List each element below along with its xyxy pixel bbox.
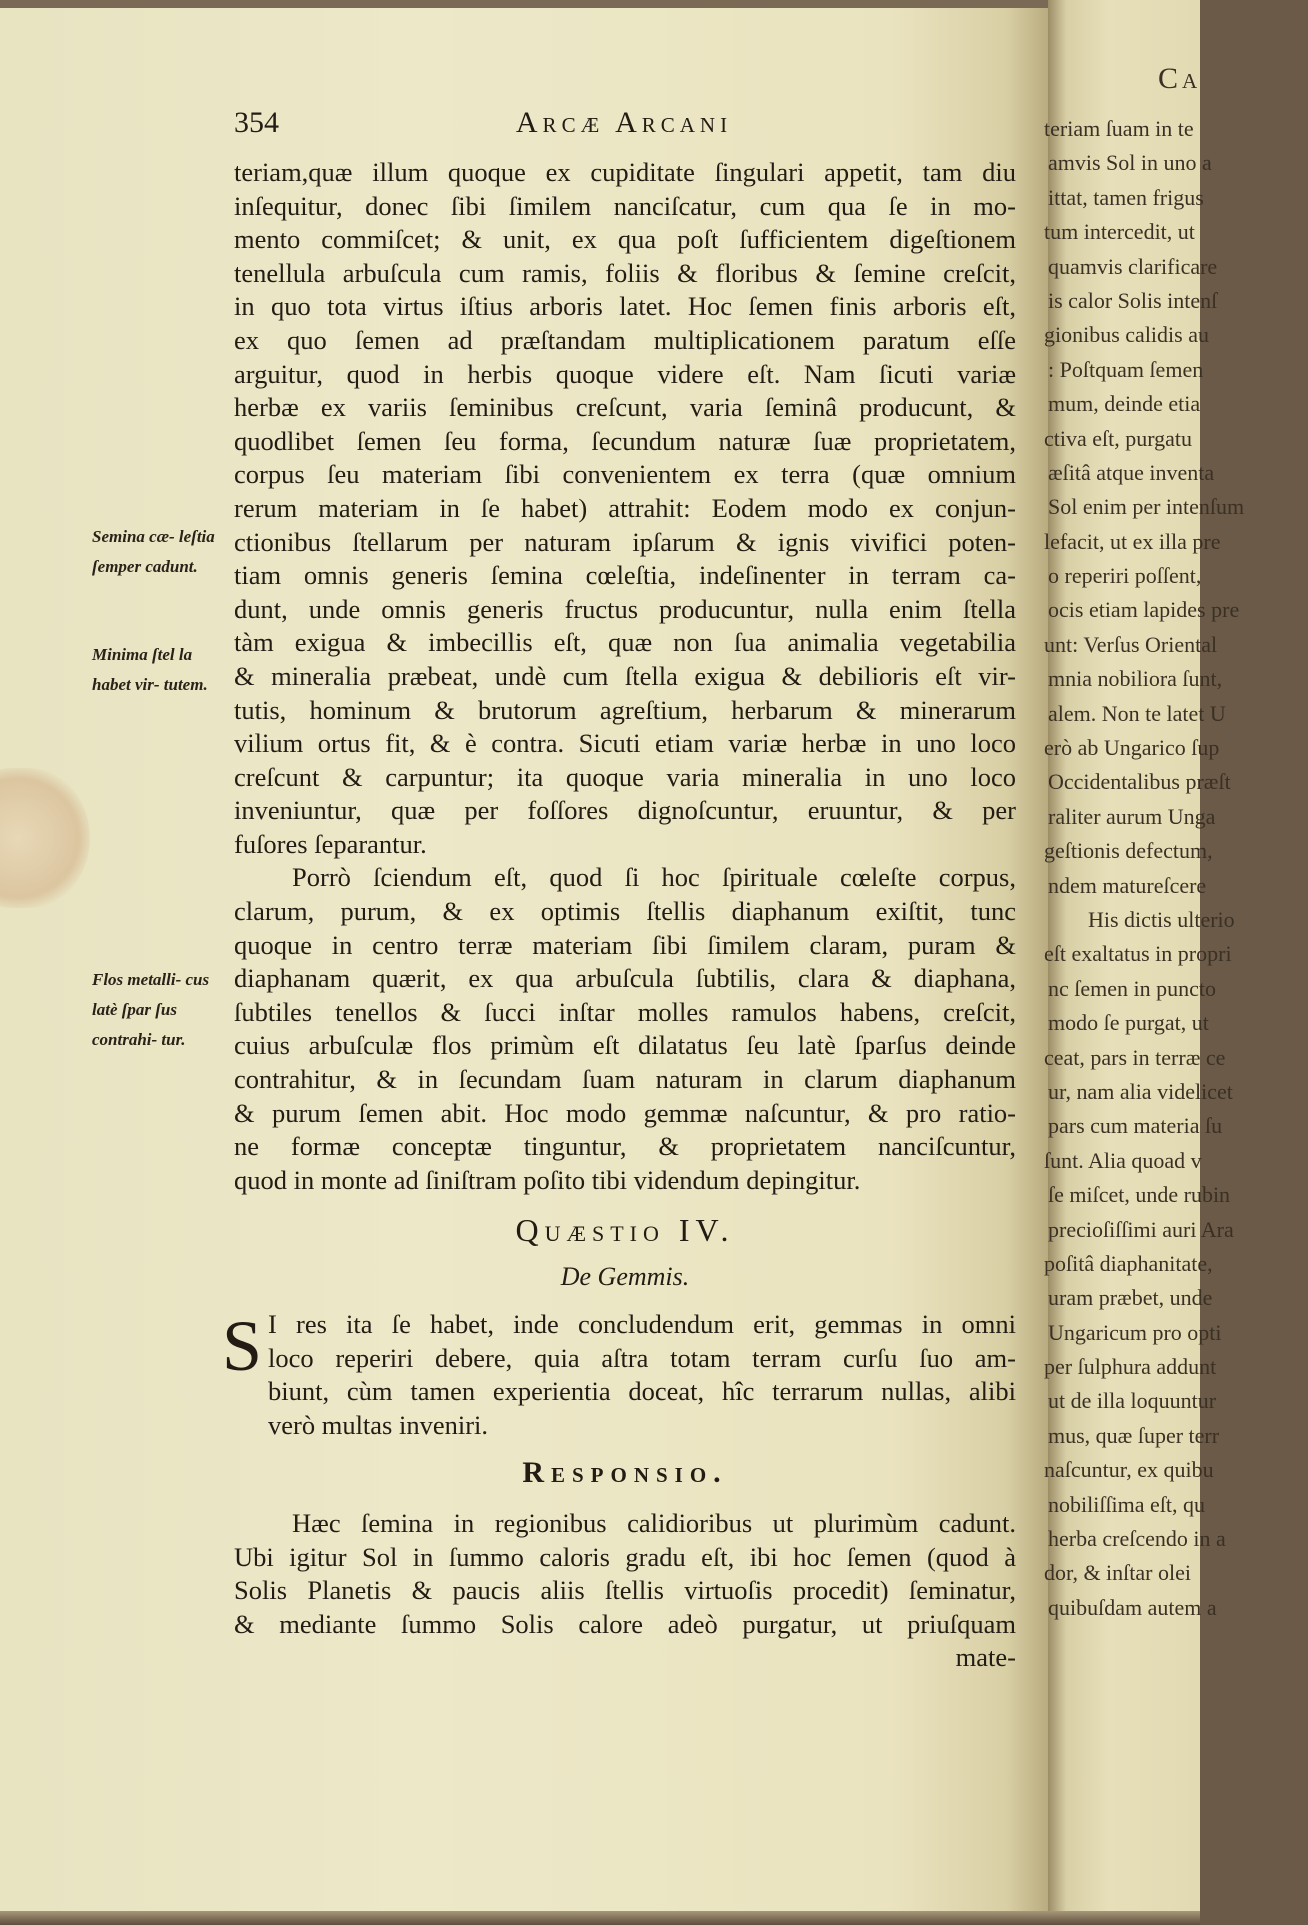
text-line: Solis Planetis & paucis aliis ſtellis virtuoſis procedit) ſeminatur, [234,1575,1016,1606]
text-line: dunt, unde omnis generis fructus producuntur, nulla enim ſtella [234,593,1016,624]
right-page-line: Occidentalibus præſt [1048,769,1231,795]
text-line: Hæc ſemina in regionibus calidioribus ut plurimùm cadunt. [292,1508,1016,1538]
brush-artifact [0,768,90,908]
right-page-line: ocis etiam lapides pre [1048,597,1240,623]
right-page-line: geſtionis defectum, [1044,838,1213,864]
text-line: diaphanam quærit, ex qua arbuſcula ſubtilis, clara & diaphana, [234,963,1016,994]
text-line: contrahitur, & in ſecundam ſuam naturam in clarum diaphanum [234,1064,1016,1095]
right-page-line: o reperiri poſſent, [1048,563,1202,589]
book-top-edge [0,0,1200,8]
text-line: quoque in centro terræ materiam ſibi ſimilem claram, puram & [234,929,1016,960]
question-paragraph [268,1308,1016,1442]
right-page-line: dor, & inſtar olei [1044,1560,1191,1586]
right-page-line: naſcuntur, ex quibu [1044,1457,1214,1483]
right-page-line: mnia nobiliora ſunt, [1048,666,1223,692]
right-page-line: erò ab Ungarico ſup [1044,735,1220,761]
text-line: tiam omnis generis ſemina cœleſtia, indeſinenter in terram ca- [234,560,1016,591]
right-page-line: ut de illa loquuntur [1048,1388,1217,1414]
section-heading: Quæstio IV. [515,1212,735,1248]
margin-note: Flos metalli- cus latè ſpar ſus contrahi- tur. [92,970,210,1049]
right-page-line: ndem matureſcere [1048,872,1207,898]
running-title: Arcæ Arcani [515,106,733,139]
right-page-line: teriam ſuam in te [1044,116,1194,141]
right-page-line: modo ſe purgat, ut [1048,1010,1209,1036]
right-page-line: quibuſdam autem a [1048,1594,1217,1620]
text-line: tàm exigua & imbecillis eſt, quæ non ſua animalia vegetabilia [234,627,1016,658]
text-line: fuſores ſeparantur. [234,828,427,859]
right-page-line: uram præbet, unde [1048,1285,1213,1311]
right-page-line: mus, quæ ſuper terr [1048,1422,1220,1448]
text-line: arguitur, quod in herbis quoque videre eſt. Nam ſicuti variæ [234,358,1016,389]
text-line: & mediante ſummo Solis calore adeò purgatur, ut priuſquam [234,1608,1016,1639]
text-line: verò multas inveniri. [268,1409,489,1440]
right-page-running-title: Ca [1158,62,1202,95]
text-line: vilium ortus fit, & è contra. Sicuti etiam variæ herbæ in uno loco [234,728,1016,759]
text-line: clarum, purum, & ex optimis ſtellis diaphanum exiſtit, tunc [234,896,1016,927]
text-line: tenellula arbuſcula cum ramis, foliis & floribus & ſemine creſcit, [234,257,1016,288]
text-line: quodlibet ſemen ſeu forma, ſecundum naturæ ſuæ proprietatem, [234,425,1016,456]
right-page-line: ctiva eſt, purgatu [1044,425,1193,451]
text-line: & purum ſemen abit. Hoc modo gemmæ naſcuntur, & pro ratio- [234,1097,1016,1128]
book-bottom-edge [0,1911,1200,1925]
right-page-line: precioſiſſimi auri Ara [1048,1216,1234,1242]
right-page-line: raliter aurum Unga [1048,803,1216,829]
right-page-line: lefacit, ut ex illa pre [1044,528,1221,554]
right-page-line: ceat, pars in terræ ce [1044,1044,1226,1070]
drop-cap: S [222,1306,263,1386]
right-page-line: His dictis ulterio [1088,906,1235,932]
main-text-block [234,156,1016,1197]
right-page-line: gionibus calidis au [1044,322,1209,348]
text-line: ne formæ conceptæ tinguntur, & proprietatem nanciſcuntur, [234,1131,1016,1162]
text-line: herbæ ex variis ſeminibus creſcunt, varia ſeminâ producunt, & [234,392,1016,423]
right-page-line: ur, nam alia videlicet [1048,1078,1233,1104]
text-line: Ubi igitur Sol in ſummo caloris gradu eſt, ibi hoc ſemen (quod à [234,1541,1016,1572]
text-line: I res ita ſe habet, inde concludendum erit, gemmas in omni [268,1309,1016,1339]
text-line: cuius arbuſculæ flos primùm eſt dilatatus ſeu latè ſparſus deinde [234,1030,1016,1061]
right-page-text [1044,112,1308,1625]
right-page-line: æſitâ atque inventa [1048,459,1215,485]
text-line: corpus ſeu materiam ſibi convenientem ex terra (quæ omnium [234,459,1016,490]
right-page-line: Sol enim per intenſum [1048,494,1245,520]
right-page-line: ſe miſcet, unde rubin [1048,1182,1231,1208]
section-subtitle: De Gemmis. [560,1262,690,1291]
right-page-line: poſitâ diaphanitate, [1044,1250,1213,1276]
right-page-line: nobiliſſima eſt, qu [1048,1491,1206,1517]
right-page-line: eſt exaltatus in propri [1044,941,1232,967]
response-paragraph [234,1507,1016,1675]
text-line: rerum materiam in ſe habet) attrahit: Eodem modo ex conjun- [234,492,1016,523]
right-page-line: tum intercedit, ut [1044,219,1195,245]
text-line: inveniuntur, quæ per foſſores dignoſcuntur, eruuntur, & per [234,795,1016,826]
margin-note: Minima ſtel la habet vir- tutem. [92,645,208,694]
text-line: biunt, cùm tamen experientia doceat, hîc terrarum nullas, alibi [268,1376,1016,1407]
right-page-line: nc ſemen in puncto [1048,975,1217,1001]
text-line: creſcunt & carpuntur; ita quoque varia mineralia in uno loco [234,761,1016,792]
right-page-line: Ungaricum pro opti [1048,1319,1222,1345]
right-page-line: per ſulphura addunt [1044,1354,1217,1380]
text-line: quod in monte ad ſiniſtram poſito tibi videndum depingitur. [234,1164,861,1195]
text-line: inſequitur, donec ſibi ſimilem nanciſcatur, cum qua ſe in mo- [234,190,1016,221]
text-line: Porrò ſciendum eſt, quod ſi hoc ſpirituale cœleſte corpus, [292,862,1016,893]
text-line: mate- [955,1642,1016,1673]
page-header [234,106,1014,146]
right-page-line: mum, deinde etia [1048,391,1201,417]
text-line: loco reperiri debere, quia aſtra totam terram curſu ſuo am- [268,1342,1016,1373]
text-line: tutis, hominum & brutorum agreſtium, herbarum & minerarum [234,694,1016,725]
text-line: in quo tota virtus iſtius arboris latet. Hoc ſemen finis arboris eſt, [234,291,1016,322]
right-page-line: ſunt. Alia quoad v [1044,1147,1202,1173]
response-heading: Responsio. [522,1456,728,1489]
text-line: ex quo ſemen ad præſtandam multiplicationem paratum eſſe [234,324,1016,355]
right-page-line: ittat, tamen frigus [1048,184,1204,210]
right-page-line: pars cum materia ſu [1048,1113,1223,1139]
right-page-fragment [1044,0,1245,1925]
text-line: mento commiſcet; & unit, ex qua poſt ſufficientem digeſtionem [234,224,1016,255]
right-page-line: quamvis clarificare [1048,253,1218,279]
right-page-line: is calor Solis intenſ [1048,287,1218,313]
right-page-line: alem. Non te latet U [1048,700,1226,726]
margin-note: Semina cæ- leſtia ſemper cadunt. [92,527,215,576]
text-line: & mineralia præbeat, undè cum ſtella exigua & debilioris eſt vir- [234,660,1016,691]
right-page-line: unt: Verſus Oriental [1044,631,1218,657]
page-number: 354 [234,106,279,139]
text-line: teriam,quæ illum quoque ex cupiditate ſingulari appetit, tam diu [234,157,1016,187]
text-line: ſubtiles tenellos & ſucci inſtar molles ramulos habens, creſcit, [234,996,1016,1027]
text-line: ctionibus ſtellarum per naturam ipſarum & ignis vivifici poten- [234,526,1016,557]
right-page-line: amvis Sol in uno a [1048,150,1212,176]
right-page-line: herba creſcendo in a [1048,1526,1226,1552]
right-page-line: : Poſtquam ſemen [1048,356,1204,382]
